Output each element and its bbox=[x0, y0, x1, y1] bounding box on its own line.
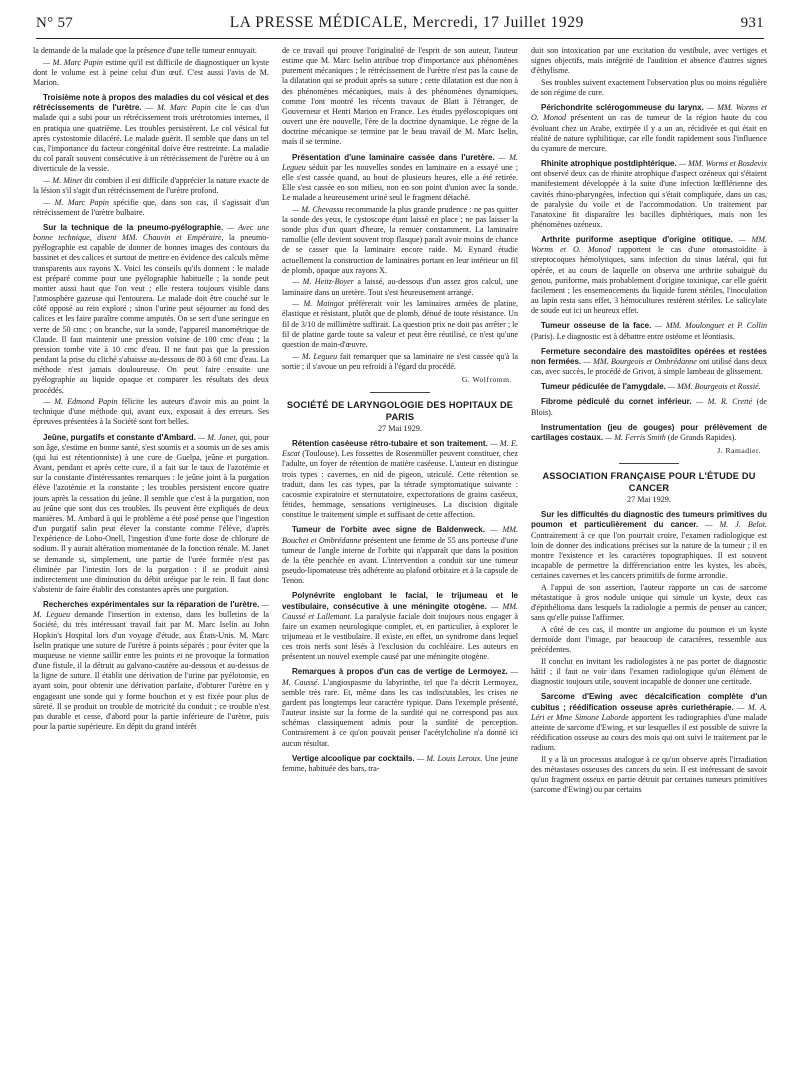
speaker-name: — MM. Moulonguet et P. Collin bbox=[651, 321, 767, 331]
speaker-name: — M. Edmond Papin bbox=[43, 397, 118, 407]
communication-item bbox=[282, 439, 518, 520]
page-number: 931 bbox=[740, 15, 764, 31]
item-title: Tumeur osseuse de la face. bbox=[541, 321, 652, 331]
item-title: Arthrite puriforme aseptique d'origine otitique. bbox=[541, 235, 733, 245]
speaker-name: — M. Caussé. bbox=[282, 667, 518, 687]
paragraph-text: présentent une femme de 55 ans porteuse d'une tumeur de l'angle interne de l'orbite qui n'apparaît que dans la position de la tête penchée en avant. L'intervention a conduit sur une tumeur pseudo-lipomateuse très adhérente au plafond orbitaire et à la capsule de Tenon. bbox=[282, 535, 518, 586]
communication-item bbox=[531, 692, 767, 753]
paragraph-text: qui, pour son âge, s'estime en bonne santé, s'est soumis et a soumis un de ses amis (qui lui est rétentionniste) à une cure de Guelpa, jeûne et purgation. Avant, pendant et après cette cure, il a fait sur le taux de l'azotémie et sur la constante d'intéressantes remarques : le jeûne joint à la purgation élève l'azotémie et la constante ; les troubles persistent encore quatre jours après la cessation du jeûne. Il semble que c'est à la purgation, non au jeûne que sont dus ces troubles. Ils peuvent être expliqués de deux manières. M. Ambard à qui le problème a été posé pense que l'ingestion d'un purgatif salin peut élever la constante comme l'élève, d'après l'expérience de Lobo-Onell, l'ingestion d'une forte dose de chlorure de sodium. Il y aurait altération momentanée de la fonction rénale. M. Janet se demande si, simplement, une partie de l'urée formée n'est pas éliminée par l'intestin lors de la purgation : il se produit ainsi indirectement une diminution du débit uréique par le rein. Il faut donc s'abstenir de faire établir des constantes après une purgation. bbox=[33, 432, 269, 594]
communication-item bbox=[282, 667, 518, 748]
paragraph-text: cite le cas d'un malade qui a subi pour un rétrécissement trois urétrotomies internes, il en pratiqua une quatrième. Les troubles persistèrent. Le col vésical fut après cystostomie dilacéré. Le malade guérit. Il semble que dans un tel cas, l'importance du facteur congénital doive être restreinte. La maladie du col paraît souvent consécutive à un rétrécissement de l'urètre ou à un diverticule de la vessie. bbox=[33, 103, 269, 174]
column-left bbox=[33, 46, 269, 1076]
paragraph-text: ont utilisé dans deux cas, avec succès, le procédé de Grivot, à simple lambeau de glissement. bbox=[531, 356, 767, 377]
speaker-name: — M. Ferris Smith bbox=[603, 432, 666, 442]
paragraph bbox=[282, 277, 518, 297]
paragraph-text: la demande de la malade que la présence d'une telle tumeur ennuyait. bbox=[33, 46, 257, 55]
communication-item bbox=[33, 223, 269, 396]
item-title: Instrumentation (jeu de gouges) pour prélèvement de cartilages costaux. bbox=[531, 422, 767, 442]
paragraph-text: Contrairement à ce que l'on pourrait croire, l'examen radiologique est loin de donner des indications précises sur la nature de la tumeur ; il en montre l'existence et les caractères topographiques. Il est souvent incapable de permettre la différenciation entre les kystes, les abcès, certaines cavernes et les cancers primitifs de forme arrondie. bbox=[531, 530, 767, 581]
paragraph bbox=[33, 176, 269, 196]
author-signature: G. Wolfromm. bbox=[461, 374, 512, 384]
paragraph-text: ont observé deux cas de rhinite atrophique d'aspect ozéneux qui s'étaient manifestement développée à la suite d'une infection lœfflérienne des cavités rhino-pharyngées, infection qui s'était compliquée, dans un cas, de paralysie du voile et de l'accommodation. Un traitement par l'anatoxine fit disparaître les bacilles diphtériques, mais non les phénomènes ozéneux. bbox=[531, 169, 767, 229]
speaker-name: — M. Maingot bbox=[292, 299, 344, 309]
paragraph-text: séduit par les nouvelles sondes en laminaire en a essayé une ; elle s'est cassée quand, au bout de plusieurs heures, elle a été retirée. Elle s'est cassée en son milieu, non en son point d'union avec la sonde. Le malade a heureusement uriné seul le fragment détaché. bbox=[282, 162, 518, 203]
paragraph-text: L'angiospasme du labyrinthe, tel que l'a décrit Lermoyez, semble très rare. Et, même dans les cas indiscutables, les crises ne gardent pas longtemps leur caractère typique. Dans l'exemple présenté, l'auteur insiste sur la forme de la surdité qui ne correspond pas aux schémas classiquement admis pour la surdité de perception. Contrairement à ce qu'on pouvait penser l'acétylcholine n'a donné ici aucun résultat. bbox=[282, 677, 518, 748]
paragraph bbox=[33, 198, 269, 218]
item-title: Jeûne, purgatifs et constante d'Ambard. bbox=[43, 432, 196, 442]
communication-item bbox=[33, 93, 269, 174]
paragraph bbox=[531, 46, 767, 76]
item-title: Vertige alcoolique par cocktails. bbox=[292, 753, 415, 763]
communication-item bbox=[531, 159, 767, 230]
item-title: Fibrome pédiculé du cornet inférieur. bbox=[541, 397, 692, 407]
paragraph bbox=[33, 46, 269, 56]
speaker-name: — MM. Bouchet et Ombrédanne bbox=[282, 525, 518, 545]
communication-item bbox=[33, 433, 269, 596]
journal-title: LA PRESSE MÉDICALE, Mercredi, 17 Juillet 1929 bbox=[229, 14, 584, 31]
paragraph-text: (de Blois). bbox=[531, 397, 767, 417]
speaker-name: — MM. Caussé et Lallemant. bbox=[282, 601, 518, 621]
item-title: Rétention caséeuse rétro-tubaire et son traitement. bbox=[292, 439, 488, 449]
communication-item bbox=[531, 510, 767, 581]
item-title: Recherches expérimentales sur la réparation de l'urètre. bbox=[43, 600, 260, 610]
society-heading: ASSOCIATION FRANÇAISE POUR L'ÉTUDE DU CANCER bbox=[542, 471, 756, 493]
society-heading: SOCIÉTÉ DE LARYNGOLOGIE DES HOPITAUX DE PARIS bbox=[286, 400, 514, 422]
paragraph bbox=[531, 583, 767, 624]
paragraph-text: Il conclut en invitant les radiologistes à ne pas porter de diagnostic hâtif ; il faut ne voir dans l'examen radiologique qu'un élément de diagnostic toujours utile, souvent incapable de donner une certitude. bbox=[531, 656, 767, 687]
communication-item bbox=[531, 235, 767, 316]
section-divider bbox=[370, 392, 430, 393]
paragraph-text: dit combien il est difficile d'apprécier la nature exacte de la lésion s'il s'agit d'un rétrécissement de l'urètre profond. bbox=[33, 175, 269, 196]
paragraph-text: A côté de ces cas, il montre un angiome du poumon et un kyste dermoïde dont l'image, par beaucoup de caractères, ressemble aux précédentes. bbox=[531, 625, 767, 655]
paragraph bbox=[33, 58, 269, 88]
session-date: 27 Mai 1929. bbox=[627, 495, 671, 505]
item-title: Sarcome d'Ewing avec décalcification complète d'un cubitus ; réédification osseuse après curiethérapie. bbox=[531, 692, 767, 712]
paragraph-text: (Paris). Le diagnostic est à débattre entre ostéome et léontiasis. bbox=[531, 331, 735, 341]
item-title: Tumeur pédiculée de l'amygdale. bbox=[541, 382, 666, 392]
column-right bbox=[531, 46, 767, 1076]
speaker-name: — MM. Worms et O. Monod bbox=[531, 235, 767, 255]
speaker-name: — Avec une bonne technique, disent MM. Chauvin et Empéraire, bbox=[33, 223, 269, 243]
paragraph-text: félicite les auteurs d'avoir mis au point la technique d'une méthode qui, avant eux, exposait à des erreurs. Ses épreuves présentées à la Société sont fort belles. bbox=[33, 397, 269, 427]
communication-item bbox=[282, 591, 518, 662]
speaker-name: — M. Legueu bbox=[282, 152, 518, 172]
communication-item bbox=[531, 382, 767, 392]
item-title: Remarques à propos d'un cas de vertige de Lermoyez. bbox=[292, 667, 508, 677]
speaker-name: — M. Chevassu bbox=[292, 204, 344, 214]
speaker-name: — M. Heitz-Boyer bbox=[292, 277, 354, 287]
speaker-name: — M. J. Belot. bbox=[698, 520, 767, 530]
paragraph bbox=[282, 299, 518, 350]
paragraph-text: La paralysie faciale doit toujours nous engager à faire un examen neurologique complet, et, en particulier, à explorer le trijumeau et le vestibulaire. Il existe, en effet, un syndrome dans lequel ces trois nerfs sont lésés à l'exclusion du cochléaire. Les auteurs en présentent un nouvel exemple causé par une méningite otogène. bbox=[282, 611, 518, 662]
speaker-name: — M. Louis Leroux. bbox=[414, 753, 483, 763]
paragraph-text: estime qu'il est difficile de diagnostiquer un kyste dont le volume est à peine celui d'un œuf. C'est aussi l'avis de M. Marion. bbox=[33, 57, 269, 87]
paragraph-text: Une jeune femme, habituée des bars, tra- bbox=[282, 753, 518, 773]
speaker-name: — M. A. Léri et Mme Simone Laborde bbox=[531, 702, 767, 722]
header-rule bbox=[36, 38, 764, 39]
speaker-name: — M. Marc Papin bbox=[43, 197, 109, 207]
paragraph-text: a laissé, au-dessous d'un assez gros calcul, une laminaire dans un uretère. Tout s'est heureusement arrangé. bbox=[282, 277, 518, 297]
paragraph bbox=[282, 46, 518, 148]
paragraph-text: la pneumo-pyélographie est capable de donner de bonnes images des contours du bassinet et des calices et surtout de mettre en évidence des calculs même transparents aux rayons X. Voici les conseils qu'ils donnent : le malade est préparé comme pour une pyélographie habituelle ; la sonde peut monter aussi haut que l'on veut ; elle restera toujours visible dans l'atmosphère gazeuse qui l'entourera. Le malade doit être couché sur le côté opposé au rein exploré ; sinon l'urine peut séjourner au fond des calices et les faire paraître comme amputés. On se sert d'une seringue en verre de 50 cmc ; on branche, sur la sonde, l'appareil manométrique de Claude. Il faut maintenir une pression voisine de 100 cmc d'eau ; la pression tombe vite à 10 cmc d'eau. Il ne faut pas que la pression pendant la prise du cliché s'abaisse au-dessous de 80 à 60 cmc d'eau. La méthode n'est jamais douloureuse. On peut faire ensuite une pyélographie au liquide opaque et comparer les résultats des deux procédés. bbox=[33, 233, 269, 395]
paragraph bbox=[282, 352, 518, 372]
communication-item bbox=[282, 525, 518, 586]
paragraph-text: A l'appui de son assertion, l'auteur rapporte un cas de sarcome métastatique à gros nodule unique qui simule un kyste, deux cas d'épithélioma dans lesquels la radiologie a permis de penser au cancer, sans qu'elle puisse l'affirmer. bbox=[531, 582, 767, 623]
author-signature: J. Ramadier. bbox=[717, 445, 761, 455]
communication-item bbox=[531, 423, 767, 443]
communication-item bbox=[33, 600, 269, 732]
paragraph-text: demande l'insertion in extenso, dans les bulletins de la Société, du très intéressant travail fait par M. Marc Iselin au John Hopkin's Hospital lors d'un voyage d'étude, aux États-Unis. M. Marc Iselin pratique une suture de l'urètre à points séparés ; pour éviter que la muqueuse ne vienne saillir entre les points et ne provoque la formation d'une fistule, il la détruit au galvano-cautère au-dessous et au-dessus de la ligne de suture. Il établit une dérivation de l'urine par pyélotomie, en ayant soin, pour obtenir une dérivation parfaite, d'obturer l'urètre en y engageant une sonde qui y forme bouchon et y est fixée pour plus de sûreté. Il se produit un trouble de motricité du conduit ; ce trouble n'est pas durable et cesse, d'abord pour la partie inférieure de l'urètre, puis pour la partie supérieure. En dépit du grand intérêt bbox=[33, 610, 269, 731]
paragraph-text: présentent un cas de tumeur de la région haute du cou évoluant chez un Arabe, extirpée il y a un an, récidivée et qui était en réalité de nature syphilitique, car elle fondit rapidement sous l'influence du cyanure de mercure. bbox=[531, 113, 767, 153]
item-title: Sur les difficultés du diagnostic des tumeurs primitives du poumon et particulièrement du cancer. bbox=[531, 510, 767, 530]
paragraph-text: recommande la plus grande prudence : ne pas quitter la sonde des yeux, le cystoscope étant laissé en place ; ne pas laisser la sonde plus d'un quart d'heure, la remuer constamment. La laminaire ramollie (elle devient souvent trop flasque) paraît avoir moins de chance de se casser que la laminaire encore raide. M. Eynard étudie actuellement la construction de laminaires portant en leur intérieur un fil de plomb, opaque aux rayons X. bbox=[282, 204, 518, 275]
paragraph-text: rapportent le cas d'une otomastoïdite à streptocoques hémolytiques, sans infection du sinus latéral, qui fut opérée, et au cours de laquelle on observa une arthrite subaiguë du genou, puriforme, mais probablement d'origine toxinique, car elle guérit facilement ; les ensemencements du liquide furent stériles, l'inoculation au lapin resta sans effet, 3 hémocultures restèrent stériles. Le salicylate de soude eut ici un heureux effet. bbox=[531, 245, 767, 316]
paragraph bbox=[282, 205, 518, 276]
page-header bbox=[36, 14, 764, 36]
paragraph bbox=[531, 755, 767, 796]
paragraph bbox=[531, 657, 767, 687]
speaker-name: — M. Legueu bbox=[292, 351, 338, 361]
item-title: Fermeture secondaire des mastoïdites opérées et restées non fermées. bbox=[531, 346, 767, 366]
paragraph-text: (Toulouse). Les fossettes de Rosenmüller peuvent constituer, chez l'adulte, un foyer de rétention de matière caséeuse. L'auteur en distingue trois types : cavernes, en nid de pigeon, utriculé. Cette rétention se traduit, dans les cas types, par la tétrade symptomatique suivante : cacosmie expiratoire et sternutatoire, expectorations de grains caséeux, fétides, hemmage, sensations vertigineuses. La discision digitale constitue le traitement simple et suffisant de cette affection. bbox=[282, 449, 518, 520]
communication-item bbox=[282, 754, 518, 774]
speaker-name: — M. Legueu bbox=[33, 600, 269, 620]
item-title: Polynévrite englobant le facial, le trijumeau et le vestibulaire, consécutive à une méningite otogène. bbox=[282, 591, 518, 611]
speaker-name: — M. Janet, bbox=[195, 432, 238, 442]
item-title: Tumeur de l'orbite avec signe de Baldenweck. bbox=[292, 525, 485, 535]
paragraph bbox=[33, 397, 269, 427]
paragraph-text: duit son intoxication par une excitation du vestibule, avec vertiges et signes objectifs, mais intégrité de l'audition et absence d'autres signes d'éthylisme. bbox=[531, 46, 767, 76]
communication-item bbox=[531, 347, 767, 377]
speaker-name: — MM. Bourgeois et Ombrédanne bbox=[581, 356, 697, 366]
paragraph-text: fait remarquer que sa laminaire ne s'est cassée qu'à la sortie ; il s'avoue un peu refroidi à l'égard du procédé. bbox=[282, 351, 518, 371]
communication-item bbox=[531, 103, 767, 154]
speaker-name: — M. E. Escat bbox=[282, 439, 518, 459]
speaker-name: — M. Marc Papin bbox=[141, 103, 211, 113]
issue-number: N° 57 bbox=[36, 15, 74, 31]
paragraph-text: Il y a là un processus analogue à ce qu'on observe après l'irradiation des métastases osseuses des cancers du sein. Il est intéressant de savoir qu'un fragment osseux en partie détruit par certaines tumeurs primitives (sarcome d'Ewing) ou par certains bbox=[531, 754, 767, 795]
paragraph-text: préférerait voir les laminaires armées de platine, élastique et résistant, plutôt que de plomb, dénué de toute résistance. Un fil de 3/10 de millimètre suffirait. La question prix ne doit pas arrêter ; le fil de platine garde toute sa valeur et peut être réutilisé, ce n'est qu'une question de main-d'œuvre. bbox=[282, 299, 518, 349]
section-divider bbox=[619, 463, 679, 464]
item-title: Périchondrite sclérogommeuse du larynx. bbox=[541, 103, 704, 113]
speaker-name: — M. Minet bbox=[43, 175, 83, 185]
speaker-name: — M. Marc Papin bbox=[43, 57, 103, 67]
paragraph-text: (de Grands Rapides). bbox=[665, 432, 737, 442]
item-title: Sur la technique de la pneumo-pyélographie. bbox=[43, 223, 224, 232]
paragraph bbox=[531, 625, 767, 655]
speaker-name: — MM. Worms et Bosdevix bbox=[676, 159, 767, 169]
communication-item bbox=[282, 153, 518, 204]
session-date: 27 Mai 1929. bbox=[378, 424, 422, 433]
column-middle bbox=[282, 46, 518, 1076]
speaker-name: — MM. Worms et O. Monod bbox=[531, 103, 767, 123]
paragraph-text: apportent les radiographies d'une malade atteinte de sarcome d'Ewing, et sur lesquelles il est possible de suivre la réédification osseuse au cours des mois qui ont suivi le traitement par le radium. bbox=[531, 712, 767, 753]
speaker-name: — M. R. Cretté bbox=[691, 397, 753, 407]
communication-item bbox=[531, 321, 767, 341]
paragraph-text: spécifie que, dans son cas, il s'agissait d'un rétrécissement de l'urètre bulbaire. bbox=[33, 197, 269, 217]
item-title: Troisième note à propos des maladies du col vésical et des rétrécissements de l'urètre. bbox=[33, 93, 269, 113]
paragraph-text: de ce travail qui prouve l'originalité de l'esprit de son auteur, l'auteur estime que M. Marc Iselin attribue trop d'importance aux phénomènes purement mécaniques ; le rétrécissement de l'urètre n'est pas la cause de la dilatation qui se produit après sa suture ; cette dilatation est due non à des phénomènes mécaniques, mais à des phénomènes dynamiques, comme l'ont montré les récents travaux de Blatt à l'étranger, de Gouverneur et Henri Marion en France. Les études pyéloscopiques ont ouvert une ère nouvelle, l'ère de la doctrine dynamique. Le règne de la doctrine mécanique se termine par le beau travail de M. Marc Iselin, mais il se termine. bbox=[282, 46, 518, 147]
paragraph bbox=[531, 78, 767, 98]
communication-item bbox=[531, 397, 767, 417]
paragraph-text: Ses troubles suivent exactement l'observation plus ou moins régulière de son régime de cure. bbox=[531, 77, 767, 98]
item-title: Rhinite atrophique postdiphtérique. bbox=[541, 159, 677, 169]
speaker-name: — MM. Bourgeois et Rossié. bbox=[665, 382, 761, 392]
item-title: Présentation d'une laminaire cassée dans l'uretère. bbox=[292, 152, 495, 162]
